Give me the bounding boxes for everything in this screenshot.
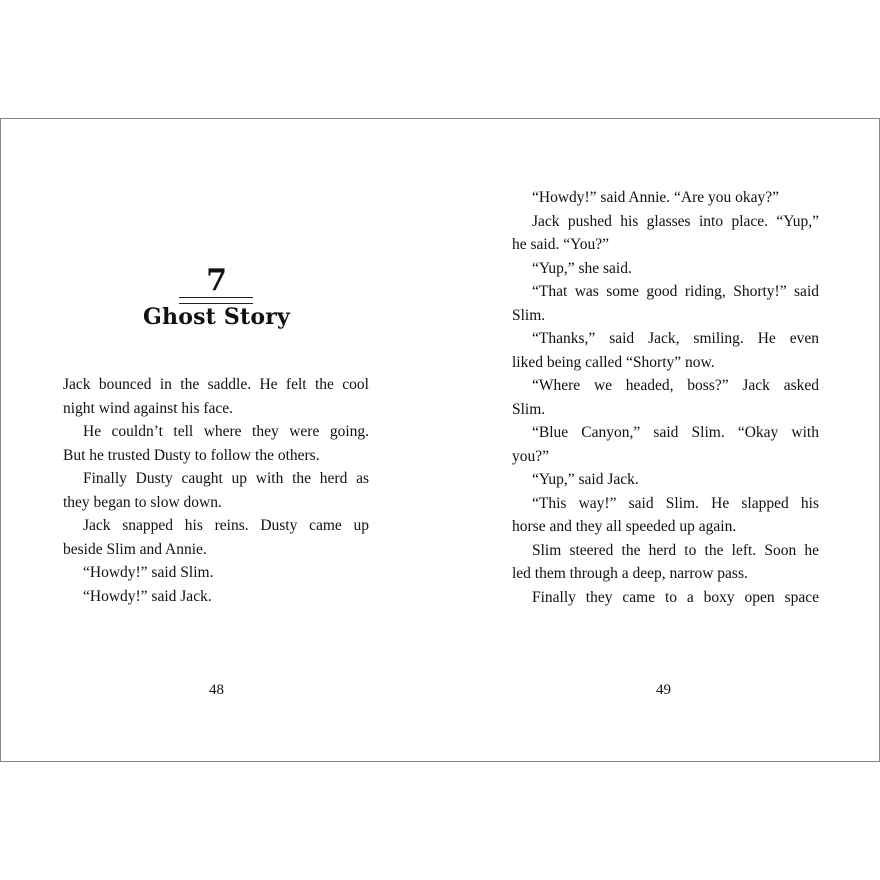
right-page-body-text: [512, 186, 819, 609]
text-line: horse and they all speeded up again.: [512, 518, 737, 535]
text-line: they began to slow down.: [63, 493, 222, 511]
text-line: night wind against his face.: [63, 399, 234, 417]
right-page: [440, 119, 879, 761]
left-page: [1, 119, 440, 761]
text-line: Jack snapped his reins. Dusty came up: [83, 517, 369, 534]
chapter-title: Ghost Story: [143, 304, 290, 330]
text-line: Finally Dusty caught up with the herd as: [83, 470, 369, 487]
text-line: he said. “You?”: [512, 236, 610, 253]
text-line: “Yup,” she said.: [532, 259, 632, 277]
text-line: Jack pushed his glasses into place. “Yup,”: [532, 212, 819, 230]
text-line: liked being called “Shorty” now.: [512, 353, 715, 371]
text-line: “Howdy!” said Annie. “Are you okay?”: [532, 189, 780, 206]
right-page-number: 49: [656, 682, 671, 698]
text-line: “Yup,” said Jack.: [532, 471, 639, 488]
text-line: “Howdy!” said Jack.: [83, 587, 212, 605]
book-spread: [0, 118, 880, 762]
text-line: led them through a deep, narrow pass.: [512, 565, 748, 582]
text-line: “That was some good riding, Shorty!” said: [532, 283, 819, 300]
text-line: Jack bounced in the saddle. He felt the cool: [63, 376, 369, 393]
text-line: Slim.: [512, 306, 546, 324]
text-line: “Blue Canyon,” said Slim. “Okay with: [532, 424, 819, 441]
text-line: you?”: [512, 447, 550, 465]
chapter-number: 7: [206, 263, 227, 298]
text-line: “Where we headed, boss?” Jack asked: [532, 377, 819, 394]
text-line: Slim steered the herd to the left. Soon he: [532, 541, 819, 559]
text-line: But he trusted Dusty to follow the others.: [63, 446, 320, 464]
left-page-body-text: [63, 373, 369, 608]
text-line: “Howdy!” said Slim.: [83, 564, 214, 581]
text-line: Finally they came to a boxy open space: [532, 588, 819, 606]
text-line: Slim.: [512, 400, 546, 418]
text-line: “This way!” said Slim. He slapped his: [532, 494, 819, 512]
text-line: He couldn’t tell where they were going.: [83, 423, 369, 440]
chapter-divider-rule: [179, 297, 253, 304]
text-line: beside Slim and Annie.: [63, 540, 207, 558]
text-line: “Thanks,” said Jack, smiling. He even: [532, 330, 819, 347]
left-page-number: 48: [209, 682, 224, 698]
